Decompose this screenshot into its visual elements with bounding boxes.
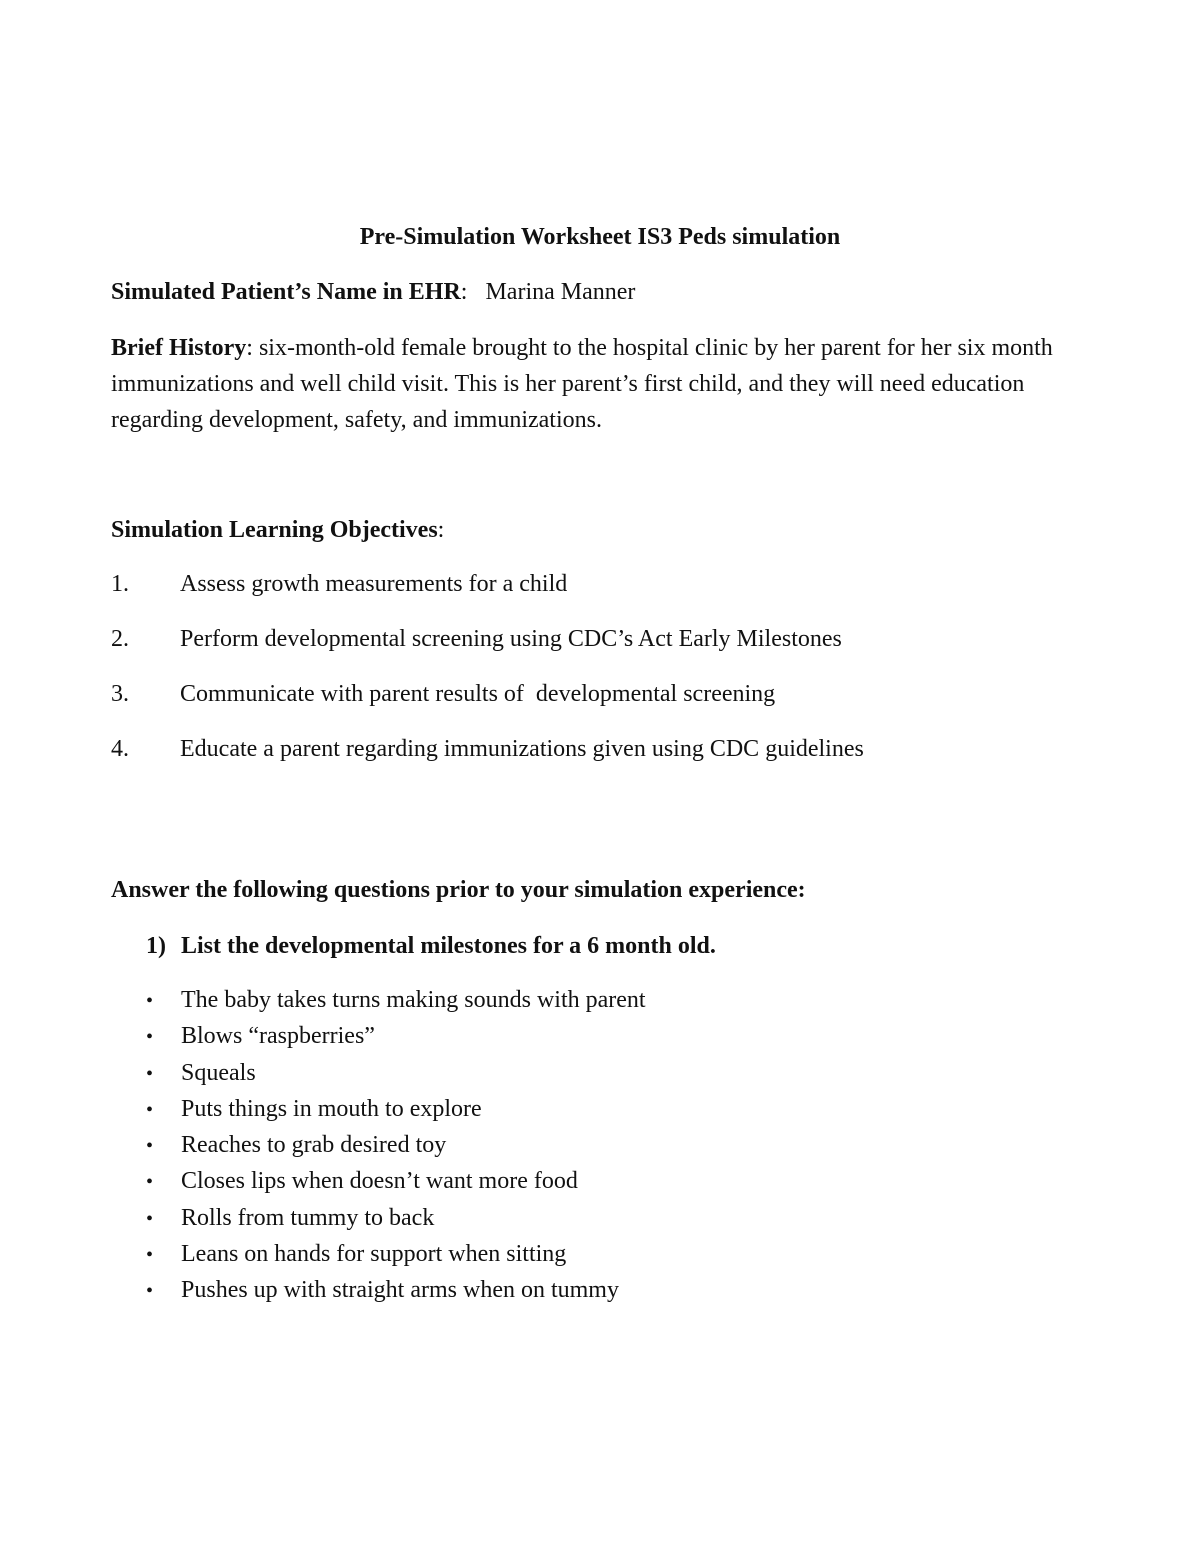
milestone-text: Rolls from tummy to back bbox=[181, 1204, 435, 1231]
question-1 bbox=[146, 928, 716, 964]
list-item bbox=[146, 1128, 646, 1164]
milestone-text: Squeals bbox=[181, 1059, 256, 1086]
brief-history-paragraph bbox=[111, 330, 1101, 438]
patient-name-row bbox=[111, 274, 635, 310]
objective-text: Communicate with parent results of developmental screening bbox=[180, 681, 776, 707]
objective-number: 3. bbox=[111, 681, 129, 707]
list-item bbox=[146, 1056, 646, 1092]
milestones-list bbox=[146, 983, 646, 1310]
list-item bbox=[146, 983, 646, 1019]
bullet-icon: • bbox=[146, 1171, 154, 1194]
brief-history-label: Brief History bbox=[111, 335, 247, 361]
question-number: 1) bbox=[146, 933, 166, 959]
list-item bbox=[146, 1201, 646, 1237]
question-text: List the developmental milestones for a 6 month old. bbox=[181, 933, 716, 959]
milestone-text: Closes lips when doesn’t want more food bbox=[181, 1168, 578, 1195]
objectives-heading-separator: : bbox=[437, 517, 445, 543]
bullet-icon: • bbox=[146, 1026, 154, 1049]
brief-history-text: six-month-old female brought to the hospital clinic by her parent for her six month immunizations and well child visit. This is her parent’s first child, and they will need education regarding development, safety, and immunizations. bbox=[111, 335, 1053, 433]
list-item bbox=[146, 1164, 646, 1200]
objective-number: 1. bbox=[111, 571, 129, 597]
objective-text: Educate a parent regarding immunizations given using CDC guidelines bbox=[180, 736, 864, 762]
bullet-icon: • bbox=[146, 1135, 154, 1158]
bullet-icon: • bbox=[146, 1244, 154, 1267]
bullet-icon: • bbox=[146, 1062, 154, 1085]
list-item bbox=[146, 1237, 646, 1273]
questions-heading: Answer the following questions prior to your simulation experience: bbox=[111, 877, 806, 903]
list-item bbox=[146, 1092, 646, 1128]
bullet-icon: • bbox=[146, 1098, 154, 1121]
bullet-icon: • bbox=[146, 1207, 154, 1230]
milestone-text: Puts things in mouth to explore bbox=[181, 1095, 482, 1122]
milestone-text: Pushes up with straight arms when on tummy bbox=[181, 1277, 619, 1304]
brief-history-separator: : bbox=[246, 335, 253, 361]
objective-text: Assess growth measurements for a child bbox=[180, 571, 568, 597]
list-item bbox=[146, 1273, 646, 1309]
objective-number: 2. bbox=[111, 626, 129, 652]
patient-name-label: Simulated Patient’s Name in EHR bbox=[111, 279, 461, 305]
objectives-heading bbox=[111, 512, 444, 548]
objective-item bbox=[111, 566, 567, 602]
bullet-icon: • bbox=[146, 1280, 154, 1303]
milestone-text: Blows “raspberries” bbox=[181, 1023, 375, 1050]
page-title: Pre-Simulation Worksheet IS3 Peds simulation bbox=[359, 224, 841, 250]
objective-number: 4. bbox=[111, 736, 129, 762]
milestone-text: Leans on hands for support when sitting bbox=[181, 1241, 567, 1268]
objective-text: Perform developmental screening using CDC’s Act Early Milestones bbox=[180, 626, 842, 652]
milestone-text: Reaches to grab desired toy bbox=[181, 1132, 447, 1159]
objective-item bbox=[111, 731, 864, 767]
objectives-heading-label: Simulation Learning Objectives bbox=[111, 517, 438, 543]
list-item bbox=[146, 1019, 646, 1055]
patient-name-value: Marina Manner bbox=[485, 279, 636, 305]
bullet-icon: • bbox=[146, 990, 154, 1012]
objective-item bbox=[111, 676, 775, 712]
objective-item bbox=[111, 621, 842, 657]
milestone-text: The baby takes turns making sounds with parent bbox=[181, 987, 646, 1013]
patient-name-separator: : bbox=[460, 279, 468, 305]
